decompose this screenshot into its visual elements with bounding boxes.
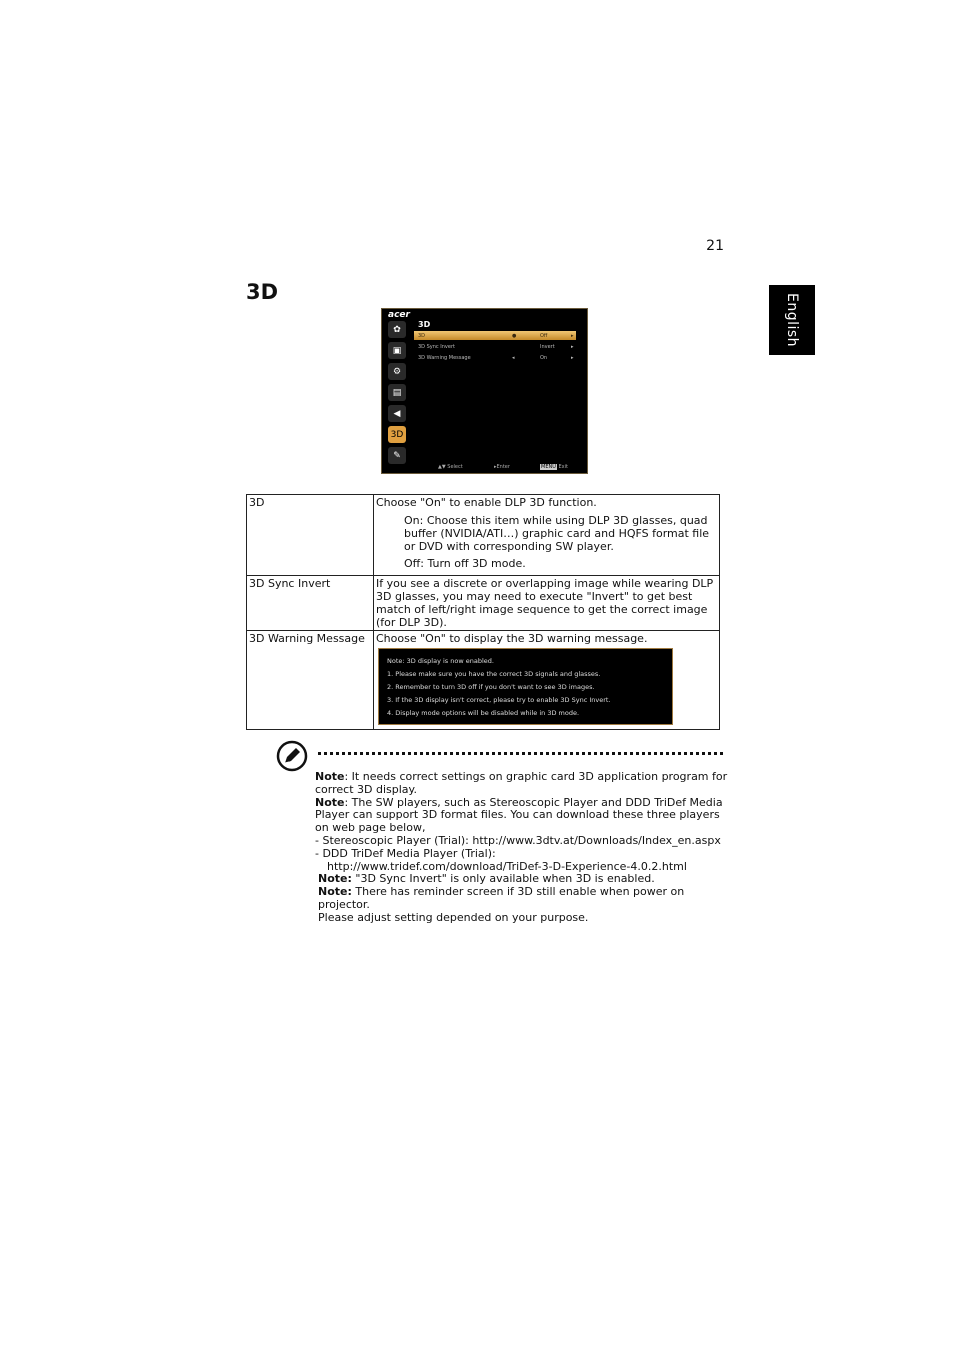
osd-row-warning-message: 3D Warning Message ◂ On ▸ <box>418 354 574 361</box>
note-separator <box>318 752 723 755</box>
setting-name: 3D <box>247 495 374 576</box>
option-off: Off: Turn off 3D mode. <box>404 557 526 570</box>
osd-row-sync-invert: 3D Sync Invert Invert ▸ <box>418 343 574 350</box>
download-link-stereoscopic: - Stereoscopic Player (Trial): http://www.3dtv.at/Downloads/Index_en.aspx <box>315 833 721 847</box>
language-icon: ✎ <box>388 447 406 464</box>
picture-icon: ▣ <box>388 342 406 359</box>
gear-icon: ⚙ <box>388 363 406 380</box>
speaker-icon: ◀ <box>388 405 406 422</box>
section-title: 3D <box>246 280 279 304</box>
acer-logo: acer <box>388 310 410 320</box>
table-row <box>247 631 720 730</box>
osd-sidebar <box>388 321 408 468</box>
table-row <box>247 495 720 576</box>
language-tab-label: English <box>784 292 800 348</box>
download-link-tridef-url: http://www.tridef.com/download/TriDef-3-D-Experience-4.0.2.html <box>327 859 687 873</box>
management-icon: ▤ <box>388 384 406 401</box>
setting-name: 3D Sync Invert <box>247 576 374 631</box>
osd-screenshot <box>382 309 587 473</box>
setting-description: Choose "On" to enable DLP 3D function. On: Choose this item while using DLP 3D glasses, quad buffer (NVIDIA/ATI…) graphic card and HQFS format file or DVD with corresponding SW player. Off: Turn off 3D mode. <box>374 495 720 576</box>
warning-message-screenshot: Note: 3D display is now enabled. 1. Please make sure you have the correct 3D signals and glasses. 2. Remember to turn 3D off if you don't want to see 3D images. 3. If the 3D display isn't correct, please try to enable 3D Sync Invert. 4. Display mode options will be disabled while in 3D mode. <box>379 649 672 724</box>
language-tab <box>769 285 815 355</box>
download-link-tridef-label: - DDD TriDef Media Player (Trial): <box>315 846 496 860</box>
3d-icon: 3D <box>388 426 406 443</box>
option-on: On: Choose this item while using DLP 3D glasses, quad buffer (NVIDIA/ATI…) graphic card and HQFS format file or DVD with corresponding SW player. <box>404 514 710 553</box>
setting-description: Choose "On" to display the 3D warning message. Note: 3D display is now enabled. 1. Please make sure you have the correct 3D signals and glasses. 2. Remember to turn 3D off if you don't want to see 3D images. 3. If the 3D display isn't correct, please try to enable 3D Sync Invert. 4. Display mode options will be disabled while in 3D mode. <box>374 631 720 730</box>
osd-row-3d: 3D ● Off ▸ <box>414 331 576 340</box>
setting-name: 3D Warning Message <box>247 631 374 730</box>
palette-icon: ✿ <box>388 321 406 338</box>
osd-footer-enter: ▸Enter <box>494 464 510 470</box>
note-pencil-icon <box>276 740 308 772</box>
osd-footer-select: ▲▼ Select <box>438 464 463 470</box>
table-row <box>247 576 720 631</box>
osd-heading: 3D <box>418 320 431 329</box>
setting-description: If you see a discrete or overlapping image while wearing DLP 3D glasses, you may need to execute "Invert" to get best match of left/right image sequence to get the correct image (for DLP 3D). <box>374 576 720 631</box>
page-number: 21 <box>706 238 724 254</box>
notes-block: Note: It needs correct settings on graphic card 3D application program for correct 3D display. Note: The SW players, such as Stereoscopic Player and DDD TriDef Media Player can support 3D format files. You can download these three players on web page below, - Stereoscopic Player (Trial): http://www.3dtv.at/Downloads/Index_en.aspx - DDD TriDef Media Player (Trial): http://www.tridef.com/download/TriDef-3-D-Experience-4.0.2.html Note: "3D Sync Invert" is only available when 3D is enabled. Note: There has reminder screen if 3D still enable when power on projector. Please adjust setting depended on your purpose. <box>315 771 735 925</box>
settings-table <box>246 494 720 730</box>
osd-footer-exit: MENU Exit <box>541 464 568 470</box>
